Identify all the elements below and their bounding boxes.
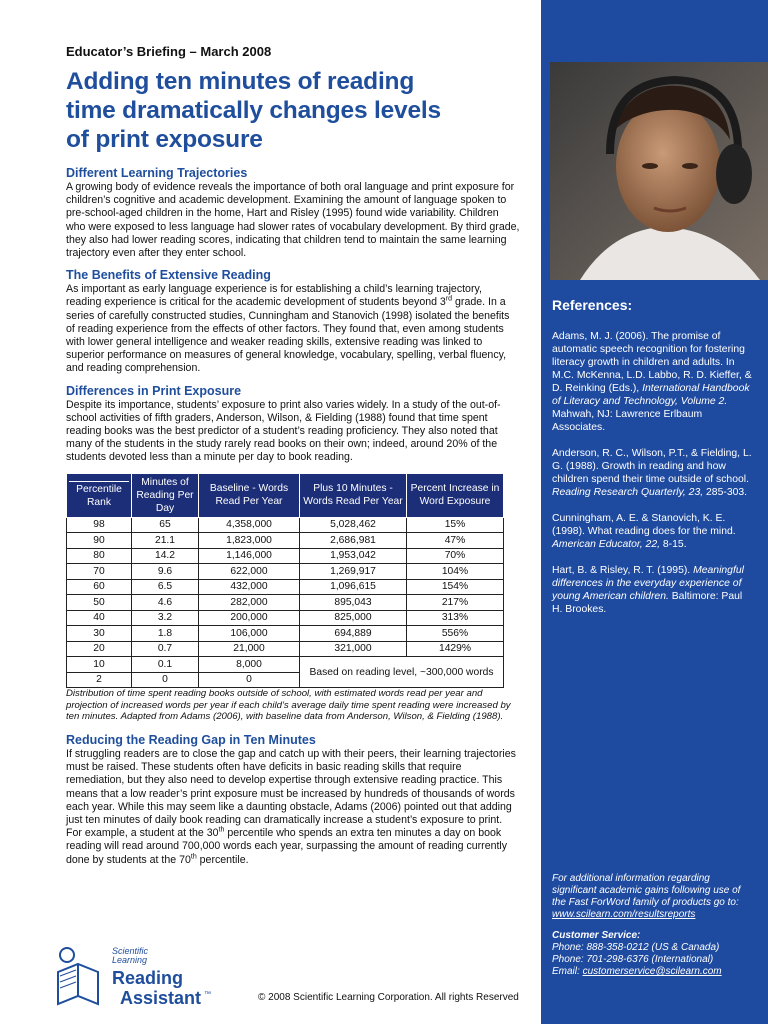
table-cell: 65 bbox=[132, 517, 199, 533]
student-photo bbox=[550, 62, 768, 280]
table-cell: 9.6 bbox=[132, 564, 199, 580]
table-cell: 8,000 bbox=[199, 657, 300, 673]
benefits-text-a: As important as early language experience is for establishing a child’s learning trajectory, reading experience is critical for the academic development of students beyond 3 bbox=[66, 283, 482, 309]
table-cell: 90 bbox=[67, 533, 132, 549]
svg-text:Learning: Learning bbox=[112, 955, 148, 965]
table-cell: 825,000 bbox=[300, 610, 407, 626]
phone-us: Phone: 888-358-0212 (US & Canada) bbox=[552, 942, 720, 953]
table-cell: 40 bbox=[67, 610, 132, 626]
table-cell: 60 bbox=[67, 579, 132, 595]
table-cell: 0.1 bbox=[132, 657, 199, 673]
table-cell: 5,028,462 bbox=[300, 517, 407, 533]
table-cell: 0 bbox=[132, 672, 199, 688]
copyright-text: © 2008 Scientific Learning Corporation. All rights Reserved bbox=[258, 992, 519, 1003]
table-cell: 1429% bbox=[407, 641, 504, 657]
table-row bbox=[67, 626, 504, 642]
reference-item bbox=[552, 447, 752, 499]
ordinal-sup: rd bbox=[445, 295, 453, 303]
table-merged-note: Based on reading level, ~300,000 words bbox=[300, 657, 504, 688]
table-cell: 21,000 bbox=[199, 641, 300, 657]
table-cell: 104% bbox=[407, 564, 504, 580]
ordinal-sup: th bbox=[190, 853, 197, 861]
table-cell: 10 bbox=[67, 657, 132, 673]
section-heading-reading-gap: Reducing the Reading Gap in Ten Minutes bbox=[66, 732, 316, 747]
table-row bbox=[67, 517, 504, 533]
table-cell: 2 bbox=[67, 672, 132, 688]
table-cell: 282,000 bbox=[199, 595, 300, 611]
table-cell: 80 bbox=[67, 548, 132, 564]
table-cell: 4.6 bbox=[132, 595, 199, 611]
references-list bbox=[552, 330, 752, 629]
table-cell: 217% bbox=[407, 595, 504, 611]
title-line-2: time dramatically changes levels bbox=[66, 97, 441, 124]
ref-title: American Educator, 22, bbox=[552, 539, 661, 550]
ref-title: Meaningful differences in the everyday experience of young American children. bbox=[552, 565, 744, 602]
table-header-percentile: Percentile Rank bbox=[67, 473, 132, 517]
title-line-1: Adding ten minutes of reading bbox=[66, 68, 415, 95]
table-row bbox=[67, 579, 504, 595]
table-cell: 321,000 bbox=[300, 641, 407, 657]
table-cell: 14.2 bbox=[132, 548, 199, 564]
ref-text: Anderson, R. C., Wilson, P.T., & Fielding, L. G. (1988). Growth in reading and how children spend their time outside of school. bbox=[552, 448, 752, 485]
table-cell: 98 bbox=[67, 517, 132, 533]
table-cell: 4,358,000 bbox=[199, 517, 300, 533]
gap-text-c: percentile. bbox=[196, 853, 249, 866]
briefing-date: Educator’s Briefing – March 2008 bbox=[66, 44, 272, 59]
ref-title: Reading Research Quarterly, 23, bbox=[552, 487, 704, 498]
contact-info bbox=[552, 873, 752, 978]
reference-item bbox=[552, 564, 752, 616]
table-cell: 1.8 bbox=[132, 626, 199, 642]
table-cell: 6.5 bbox=[132, 579, 199, 595]
email-link[interactable]: customerservice@scilearn.com bbox=[582, 966, 722, 977]
table-cell: 20 bbox=[67, 641, 132, 657]
svg-text:Assistant: Assistant bbox=[120, 988, 202, 1008]
ref-text: Cunningham, A. E. & Stanovich, K. E. (1998). What reading does for the mind. bbox=[552, 513, 736, 537]
customer-service bbox=[552, 930, 752, 978]
section-heading-benefits: The Benefits of Extensive Reading bbox=[66, 268, 271, 283]
table-cell: 0.7 bbox=[132, 641, 199, 657]
gap-text-b: percentile who spends an extra ten minutes a day on book reading will read around 700,000 words each year, surpassing the amount of reading currently done by students at the 70 bbox=[66, 827, 508, 866]
table-row bbox=[67, 657, 504, 673]
table-cell: 694,889 bbox=[300, 626, 407, 642]
ref-text: Mahwah, NJ: Lawrence Erlbaum Associates. bbox=[552, 409, 703, 433]
table-caption: Distribution of time spent reading books outside of school, with estimated words read per year and projection of increased words per year if each child’s average daily time spent reading were increased by ten minutes. Adapted from Adams (2006), with baseline data from Anderson, Wilson, & Fielding (1988). bbox=[66, 688, 511, 723]
reading-assistant-logo bbox=[54, 944, 224, 1010]
ref-text: Adams, M. J. (2006). The promise of automatic speech recognition for fostering literacy growth in children and adults. In M.C. McKenna, L.D. Labbo, R. D. Kieffer, & D. Reinking (Eds.), bbox=[552, 331, 752, 394]
table-cell: 895,043 bbox=[300, 595, 407, 611]
table-cell: 106,000 bbox=[199, 626, 300, 642]
section-heading-trajectories: Different Learning Trajectories bbox=[66, 166, 248, 180]
table-cell: 1,146,000 bbox=[199, 548, 300, 564]
table-cell: 3.2 bbox=[132, 610, 199, 626]
svg-text:Scientific: Scientific bbox=[112, 946, 149, 956]
table-cell: 15% bbox=[407, 517, 504, 533]
main-column bbox=[66, 44, 520, 875]
table-header-increase: Percent Increase in Word Exposure bbox=[407, 473, 504, 517]
additional-info bbox=[552, 873, 752, 921]
section-body-reading-gap bbox=[66, 748, 520, 867]
table-cell: 622,000 bbox=[199, 564, 300, 580]
table-cell: 432,000 bbox=[199, 579, 300, 595]
table-header-minutes: Minutes of Reading Per Day bbox=[132, 473, 199, 517]
table-cell: 30 bbox=[67, 626, 132, 642]
table-cell: 47% bbox=[407, 533, 504, 549]
table-cell: 200,000 bbox=[199, 610, 300, 626]
gap-text-a: If struggling readers are to close the gap and catch up with their peers, their learning trajectories must be raised. These students often have deficits in basic reading skills that require remediation, but they also need to develop expertise through extensive reading practice. This means that a low reader’s print exposure must be increased by hundreds of thousands of words each year. While this may seem like a daunting obstacle, Adams (2006) pointed out that adding just ten minutes of daily book reading can dramatically increase a student’s exposure to print. For example, a student at the 30 bbox=[66, 747, 516, 840]
section-body-trajectories: A growing body of evidence reveals the importance of both oral language and print exposure for children’s cognitive and academic development. Examining the amount of language spoken to pre-school-aged children in the home, Hart and Risley (1995) found wide variability. Children who were exposed to less language had slower rates of vocabulary development. By third grade, they also had lower reading scores, indicating that children tend to maintain the same learning trajectory even after they enter school. bbox=[66, 181, 520, 260]
table-cell: 313% bbox=[407, 610, 504, 626]
table-row bbox=[67, 533, 504, 549]
table-cell: 1,823,000 bbox=[199, 533, 300, 549]
table-cell: 70% bbox=[407, 548, 504, 564]
table-cell: 70 bbox=[67, 564, 132, 580]
customer-service-heading: Customer Service: bbox=[552, 930, 641, 941]
table-cell: 0 bbox=[199, 672, 300, 688]
references-heading: References: bbox=[552, 297, 633, 313]
book-icon bbox=[54, 944, 224, 1010]
table-row bbox=[67, 595, 504, 611]
table-cell: 154% bbox=[407, 579, 504, 595]
page-title bbox=[66, 67, 520, 154]
reference-item bbox=[552, 512, 752, 551]
table-row bbox=[67, 548, 504, 564]
title-line-3: of print exposure bbox=[66, 126, 263, 153]
table-cell: 21.1 bbox=[132, 533, 199, 549]
email-label: Email: bbox=[552, 966, 583, 977]
table-cell: 2,686,981 bbox=[300, 533, 407, 549]
table-cell: 556% bbox=[407, 626, 504, 642]
results-link[interactable]: www.scilearn.com/resultsreports bbox=[552, 909, 696, 920]
ref-text: Hart, B. & Risley, R. T. (1995). bbox=[552, 565, 694, 576]
table-row bbox=[67, 610, 504, 626]
table-header-plus10: Plus 10 Minutes - Words Read Per Year bbox=[300, 473, 407, 517]
table-cell: 1,269,917 bbox=[300, 564, 407, 580]
ref-text: Baltimore: Paul H. Brookes. bbox=[552, 591, 743, 615]
ref-text: 285-303. bbox=[703, 487, 748, 498]
info-text: For additional information regarding significant academic gains following use of the Fast ForWord family of products go to: bbox=[552, 873, 741, 908]
table-header-baseline: Baseline - Words Read Per Year bbox=[199, 473, 300, 517]
print-exposure-table bbox=[66, 473, 504, 689]
phone-intl: Phone: 701-298-6376 (International) bbox=[552, 954, 714, 965]
table-cell: 50 bbox=[67, 595, 132, 611]
ref-text: 8-15. bbox=[660, 539, 687, 550]
table-row bbox=[67, 641, 504, 657]
svg-text:™: ™ bbox=[204, 991, 211, 998]
section-body-print-exposure: Despite its importance, students’ exposure to print also varies widely. In a study of the out-of-school activities of fifth graders, Anderson, Wilson, & Fielding (1988) found that time spent reading books was the best predictor of a student’s reading proficiency. They also noted that many of the students in the study rarely read books on their own; indeed, around 20% of the students devoted less than a minute per day to book reading. bbox=[66, 398, 501, 464]
table-cell: 1,953,042 bbox=[300, 548, 407, 564]
table-cell: 1,096,615 bbox=[300, 579, 407, 595]
section-body-benefits bbox=[66, 283, 520, 375]
section-heading-print-exposure: Differences in Print Exposure bbox=[66, 383, 242, 398]
table-header-row bbox=[67, 473, 504, 517]
benefits-text-b: grade. In a series of carefully constructed studies, Cunningham and Stanovich (1998) isolated the benefits of reading experience from the effects of other factors. They found that, even among students with lower general intelligence and weaker reading skills, extensive reading was linked to superior performance on measures of general knowledge, vocabulary, spelling, verbal fluency, and reading comprehension. bbox=[66, 296, 510, 375]
ref-title: International Handbook of Literacy and Technology, Volume 2. bbox=[552, 383, 750, 407]
svg-text:Reading: Reading bbox=[112, 968, 184, 988]
table-row bbox=[67, 564, 504, 580]
reference-item bbox=[552, 330, 752, 434]
ordinal-sup: th bbox=[218, 826, 225, 834]
